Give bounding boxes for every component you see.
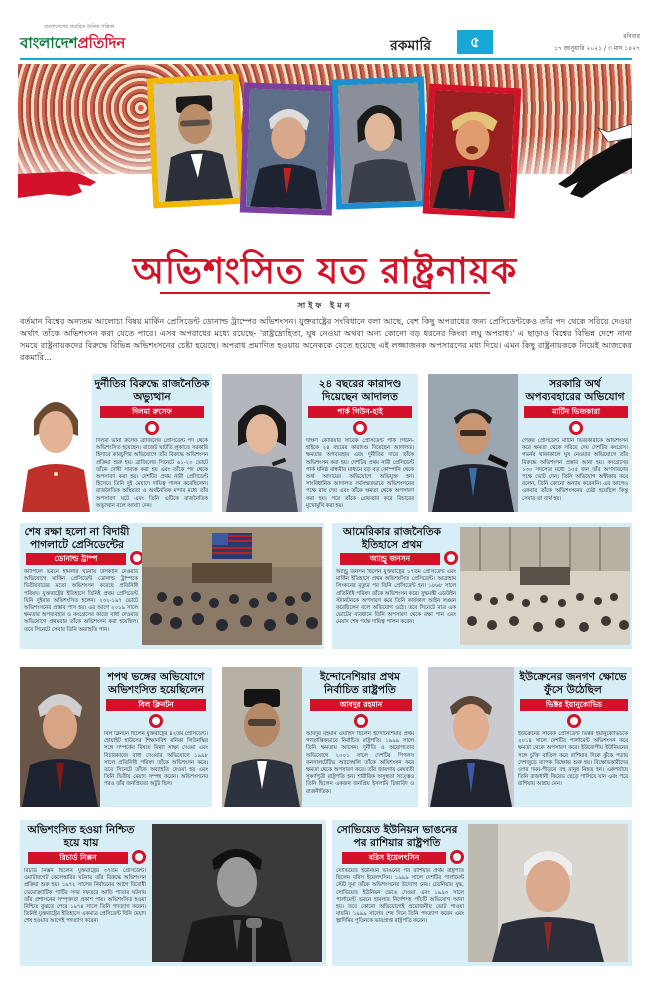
portrait-clinton-icon [246,89,330,210]
hero-photo-wahid [147,74,246,209]
portrait-rousseff-icon [20,374,92,512]
card-trump [20,523,324,649]
card-bill-clinton [20,667,212,807]
card-body: পেরুর প্রেসিডেন্ট মার্টিন ভিজকারাকে অভিশংসন করে ক্ষমতা থেকে সরিয়ে দেয় দেশটির কংগ্রেস। গভর্নর থাকাকালে ঘুষ নেওয়ার অভিযোগে তাঁর বিরুদ্ধে অভিশংসন প্রস্তাব আনা হয়। কংগ্রেসের ১৩০ সদস্যের মধ্যে ১০৫ জন তাঁর অপসারণের পক্ষে ভোট দেন। তিনি অভিযোগ অস্বীকার করে বলেন, তিনি কোনো অন্যায় করেননি। এর আগেও একবার তাঁকে অভিশংসনের চেষ্টা হয়েছিল কিন্তু সেবার তা ব্যর্থ হয়। [522,438,628,502]
photo-yeltsin [468,824,628,962]
newspaper-logo[interactable] [20,32,125,57]
intro-paragraph: বর্তমান বিশ্বের অন্যতম আলোচ্য বিষয় মার্কিন প্রেসিডেন্ট ডোনাল্ড ট্রাম্পের অভিশংসন। যুক্তরাষ্ট্রের সংবিধানে বলা আছে, বেশ কিছু অপরাধের জন্য প্রেসিডেন্টকেও তাঁর পদ থেকে সরিয়ে দেওয়া অর্থাৎ তাঁকে অভিশংসন করা যেতে পারে। এসব অপরাধের মধ্যে রয়েছে- 'রাষ্ট্রদ্রোহিতা, ঘুষ নেওয়া অথবা অন্য কোনো বড় ধরনের কিংবা লঘু অপরাধ।' এ ছাড়াও বিশ্বের বিভিন্ন দেশে নানা সময়ে রাষ্ট্রনায়কদের বিরুদ্ধে বিভিন্ন অভিশংসনের চেষ্টা হয়েছে। অপরাধ প্রমাণিত হওয়ায় অনেককে যেতে হয়েছে এই লজ্জাজনক অপসারণের মধ্য দিয়ে। এমন কিছু রাষ্ট্রনায়ককে নিয়েই আজকের রকমারি... [20,316,632,362]
issue-date: ১৭ জানুয়ারি ২০২১ / ৩ মাঘ ১৪২৭ [553,45,640,52]
logo-text-part2: প্রতিদিন [77,34,126,52]
hero-photo-clinton [240,82,336,215]
photo-yanukovych [428,667,514,807]
masthead-rule [20,58,632,60]
hero-photo-trump [423,84,522,219]
portrait-trump-icon [429,90,515,212]
card-title: অভিশংসিত হওয়া নিশ্চিত হয়ে যায় [27,824,135,849]
portrait-yeltsin-icon [468,824,628,962]
card-body: দক্ষিণ কোরিয়ার সাবেক প্রেসিডেন্ট পার্ক গিউন-হাইকে ২৪ বছরের কারাদণ্ড দিয়েছেন আদালত। ক্ষমতার অপব্যবহার এবং দুর্নীতির দায়ে তাঁকে অভিশংসন করা হয়। দেশটির প্রথম নারী প্রেসিডেন্ট পার্ক ঘনিষ্ঠ বান্ধবীর মাধ্যমে বড় বড় কোম্পানি থেকে অর্থ আদায়ের অভিযোগে অভিযুক্ত হন। সাংবিধানিক আদালত সর্বসম্মতভাবে অভিশংসনের পক্ষে রায় দেয় এবং তাঁকে ক্ষমতা থেকে অপসারণ করা হয়। পরে তাঁকে গ্রেফতার করে বিচারের মুখোমুখি করা হয়। [306,438,414,509]
card-name-label: মার্টিন ভিজকারা [524,406,628,418]
card-title: ইউক্রেনের জনগণ ক্ষোভে ফুঁসে উঠেছিল [519,671,627,696]
portrait-wahid-small-icon [222,667,302,807]
card-title: সোভিয়েত ইউনিয়ন ভাঙনের পর রাশিয়ার রাষ্ট্রপতি [336,824,458,849]
hero-photo-park [332,76,428,209]
impeach-badge-icon [353,421,367,435]
portrait-park-icon [338,83,422,204]
impeach-badge-icon [145,421,159,435]
card-body: ইউক্রেনের সাবেক প্রেসিডেন্ট ভিক্টর ইয়ানুকোভিচকে ২০১৪ সালে দেশটির পার্লামেন্ট অভিশংসন করে ক্ষমতা থেকে অপসারণ করে। ইউরোপীয় ইউনিয়নের সঙ্গে চুক্তি বাতিল করে রাশিয়ার দিকে ঝুঁকে পড়ায় দেশজুড়ে ব্যাপক বিক্ষোভ শুরু হয়। বিক্ষোভকারীদের ওপর দমন-পীড়নে বহু মানুষ নিহত হন। একপর্যায়ে তিনি রাজধানী কিয়েভ ছেড়ে পালিয়ে যান এবং পরে রাশিয়ায় আশ্রয় নেন। [518,731,628,788]
logo-text-part1: বাংলাদেশ [20,34,78,52]
impeach-badge-icon [354,714,368,728]
card-title: শপথ ভঙ্গের অভিযোগে অভিশংসিত হয়েছিলেন [107,671,205,696]
photo-park [222,374,302,512]
card-title: আমেরিকার রাজনৈতিক ইতিহাসে প্রথম [342,526,442,551]
impeach-badge-icon [567,714,581,728]
card-body: রিচার্ড নিক্সন ছিলেন যুক্তরাষ্ট্রের ৩৭তম প্রেসিডেন্ট। ওয়াটারগেট কেলেঙ্কারির ঘটনায় তাঁর বিরুদ্ধে অভিশংসন প্রক্রিয়া শুরু হয়। ১৯৭২ সালের নির্বাচনের আগে বিরোধী ডেমোক্র্যাটিক পার্টির সদর দফতরে আড়ি পাতার ঘটনায় তাঁর প্রশাসনের সম্পৃক্ততা প্রকাশ পায়। অভিশংসিত হওয়া নিশ্চিত বুঝতে পেরে ১৯৭৪ সালে তিনি পদত্যাগ করেন। তিনিই যুক্তরাষ্ট্রের ইতিহাসে একমাত্র প্রেসিডেন্ট যিনি মেয়াদ শেষ হওয়ার আগেই পদত্যাগ করেন। [24,868,146,925]
issue-day: রবিবার [623,33,640,40]
portrait-wahid-icon [153,80,239,202]
impeach-badge-icon [450,850,464,864]
page-number: ৫ [457,30,493,54]
house-chamber-icon [142,527,322,645]
card-body: সোভিয়েত ইউনিয়ন ভাঙনের পর রাশিয়ার প্রথম রাষ্ট্রপতি ছিলেন বরিস ইয়েলৎসিন। ১৯৯৯ সালে দেশটির পার্লামেন্ট স্টেট দুমা তাঁকে অভিশংসনের উদ্যোগ নেয়। চেচনিয়ায় যুদ্ধ, সোভিয়েত ইউনিয়ন ভেঙে দেওয়া এবং ১৯৯৩ সালে পার্লামেন্ট ভবনে হামলার নির্দেশসহ পাঁচটি অভিযোগ আনা হয়। তবে কোনো অভিযোগেই প্রয়োজনীয় ভোট পাওয়া যায়নি। ১৯৯৯ সালের শেষ দিনে তিনি পদত্যাগ করেন এবং ভ্লাদিমির পুতিনকে ভারপ্রাপ্ত রাষ্ট্রপতি করেন। [336,868,464,925]
photo-bill-clinton [20,667,100,807]
card-name-label: বিল ক্লিনটন [106,699,206,711]
portrait-nixon-icon [152,824,322,962]
section-name: রকমারি [390,38,432,54]
portrait-park-small-icon [222,374,302,512]
card-nixon [20,820,326,966]
photo-rousseff [20,374,92,512]
card-name-label: ডোনাল্ড ট্রাম্প [26,553,126,565]
card-name-label: পার্ক গিউন-হাই [308,406,412,418]
card-name-label: রিচার্ড নিক্সন [28,852,128,864]
impeach-badge-icon [569,421,583,435]
card-name-label: দিলমা রুসেফ [100,406,204,418]
card-park [222,374,418,512]
card-johnson [332,523,632,649]
photo-vizcarra [428,374,518,512]
card-name-label: ভিক্টর ইয়ানুকোভিচ [520,699,628,711]
photo-johnson-trial [460,527,630,645]
impeach-badge-icon [444,551,458,565]
portrait-yanukovych-icon [428,667,514,807]
card-body: অ্যান্ড্রু জনসন ছিলেন যুক্তরাষ্ট্রের ১৭তম প্রেসিডেন্ট এবং মার্কিন ইতিহাসে প্রথম অভিশংসিত প্রেসিডেন্ট। আব্রাহাম লিংকনের মৃত্যুর পর তিনি প্রেসিডেন্ট হন। ১৮৬৮ সালে প্রতিনিধি পরিষদ তাঁকে অভিশংসন করে। যুদ্ধমন্ত্রী এডউইন স্ট্যানটনকে অপসারণ করে তিনি কার্যকাল আইন লঙ্ঘন করেছিলেন বলে অভিযোগ ওঠে। তবে সিনেটে মাত্র এক ভোটের ব্যবধানে তিনি অপসারণ থেকে রক্ষা পান এবং মেয়াদ শেষ পর্যন্ত দায়িত্ব পালন করেন। [336,569,456,626]
masthead-tagline: বাংলাদেশের প্রচারিত দৈনিক পত্রিকা [44,24,115,30]
card-rousseff [20,374,212,512]
byline: সাইফ ইমন [297,301,353,310]
impeach-badge-icon [149,714,163,728]
reaching-hand-left-icon [18,168,98,208]
headline-underline [160,292,490,294]
card-title: ২৪ বছরের কারাদণ্ড দিয়েছেন আদালত [318,378,402,403]
card-title: শেষ রক্ষা হলো না বিদায়ী পাগলাটে প্রেসিডেন্টের [24,526,130,551]
card-body: দিলমা ভানা রুসেফ ব্রাজিলের প্রেসিডেন্ট পদ থেকে অভিশংসিত হয়েছেন। বাজেট ঘাটতি লুকাতে সরকারি হিসাবে কারচুপির অভিযোগে তাঁর বিরুদ্ধে অভিশংসন প্রক্রিয়া শুরু হয়। ব্রাজিলের সিনেটে ৬১-২০ ভোটে তাঁকে দোষী সাব্যস্ত করা হয় এবং তাঁকে পদ থেকে অপসারণ করা হয়। দেশটির প্রথম নারী প্রেসিডেন্ট হিসেবে তিনি দুই মেয়াদে দায়িত্ব পালন করেছিলেন। রাজনৈতিক অস্থিরতা ও অর্থনৈতিক মন্দার মধ্যে তাঁর অপসারণ ঘটে এবং তিনি এটিকে রাজনৈতিক অভ্যুত্থান বলে আখ্যা দেন। [96,438,208,509]
card-body: আবদুর রহমান ওয়াহিদ ছিলেন ইন্দোনেশিয়ার প্রথম গণতান্ত্রিকভাবে নির্বাচিত রাষ্ট্রপতি। ১৯৯৯ সালে তিনি ক্ষমতায় আসেন। দুর্নীতি ও অযোগ্যতার অভিযোগে ২০০১ সালে দেশটির পিপলস কনসালটেটিভ অ্যাসেম্বলি তাঁকে অভিশংসন করে ক্ষমতা থেকে অপসারণ করে। তাঁর জায়গায় মেঘবতী সুকর্ণপুত্রী রাষ্ট্রপতি হন। শারীরিক অসুস্থতা সত্ত্বেও তিনি ছিলেন একজন জনপ্রিয় ইসলামি চিন্তাবিদ ও রাজনীতিক। [306,731,414,795]
card-title: দুর্নীতির বিরুদ্ধে রাজনৈতিক অভ্যুত্থান [94,378,210,403]
hero-banner [18,64,632,230]
card-wahid [222,667,418,807]
card-yeltsin [332,820,632,966]
reaching-hand-right-icon [538,124,632,204]
card-body: বিল ক্লিনটন ছিলেন যুক্তরাষ্ট্রের ৪২তম প্রেসিডেন্ট। হোয়াইট হাউসের শিক্ষানবিশ মনিকা লিউনস্কির সঙ্গে সম্পর্কের বিষয়ে মিথ্যা সাক্ষ্য দেওয়া এবং বিচারকাজে বাধা দেওয়ার অভিযোগে ১৯৯৮ সালে প্রতিনিধি পরিষদ তাঁকে অভিশংসন করে। তবে সিনেটে তাঁকে অব্যাহতি দেওয়া হয় এবং তিনি দ্বিতীয় মেয়াদ সম্পন্ন করেন। অভিশংসনের পরও তাঁর জনপ্রিয়তা অটুট ছিল। [104,731,208,788]
main-headline: অভিশংসিত যত রাষ্ট্রনায়ক [132,250,518,292]
card-title: ইন্দোনেশিয়ার প্রথম নির্বাচিত রাষ্ট্রপতি [320,671,400,696]
photo-nixon [152,824,322,962]
card-name-label: বরিস ইয়েলৎসিন [342,852,446,864]
photo-wahid [222,667,302,807]
photo-house-chamber [142,527,322,645]
card-name-label: আবদুর রহমান [310,699,412,711]
senate-trial-engraving-icon [460,527,630,645]
card-yanukovych [428,667,632,807]
impeach-badge-icon [132,850,146,864]
card-body: ক্যাপিটল ভবনে হামলার ঘটনায় উসকানি দেওয়ার অভিযোগে মার্কিন প্রেসিডেন্ট ডোনাল্ড ট্রাম্পকে দ্বিতীয়বারের মতো অভিশংসন করেছে প্রতিনিধি পরিষদ। যুক্তরাষ্ট্রের ইতিহাসে তিনিই প্রথম প্রেসিডেন্ট যিনি দুইবার অভিশংসিত হলেন। ২৩২-১৯৭ ভোটে অভিশংসনের প্রস্তাব পাস হয়। এর আগে ২০১৯ সালে ক্ষমতার অপব্যবহার ও কংগ্রেসের কাজে বাধা দেওয়ার অভিযোগে প্রথমবার তাঁকে অভিশংসন করা হয়েছিল। তবে সিনেটে সেবার তিনি অব্যাহতি পান। [24,569,138,633]
masthead [0,0,650,62]
portrait-vizcarra-icon [428,374,518,512]
card-title: সরকারি অর্থ অপব্যবহারের অভিযোগ [525,378,625,403]
card-name-label: অ্যান্ড্রু জনসন [340,553,440,565]
card-vizcarra [428,374,632,512]
portrait-bill-clinton-icon [20,667,100,807]
